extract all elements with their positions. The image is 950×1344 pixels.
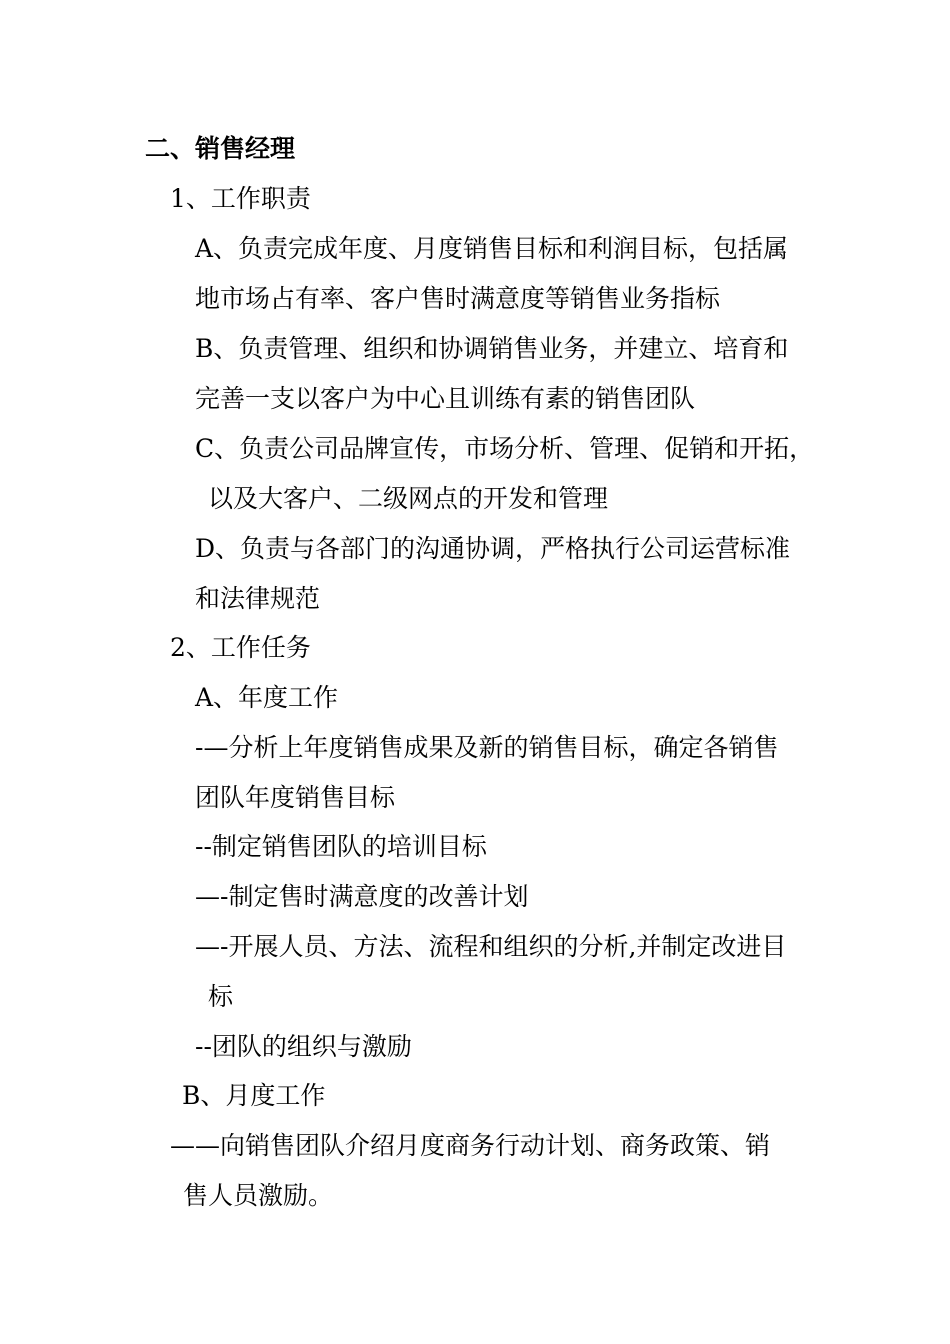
monthly-item-1-line-2: 售人员激励。 (183, 1181, 334, 1210)
annual-heading: A、年度工作 (195, 683, 339, 712)
monthly-heading: B、月度工作 (182, 1081, 326, 1110)
duty-d-line-1: D、负责与各部门的沟通协调，严格执行公司运营标准 (195, 534, 791, 563)
duty-a-line-1: A、负责完成年度、月度销售目标和利润目标，包括属 (195, 234, 789, 263)
annual-item-5: --团队的组织与激励 (195, 1032, 412, 1061)
section-title: 二、销售经理 (145, 134, 296, 163)
duty-b-line-2: 完善一支以客户为中心且训练有素的销售团队 (195, 384, 696, 413)
annual-item-4-line-1: —-开展人员、方法、流程和组织的分析,并制定改进目 (195, 932, 787, 961)
monthly-item-1-line-1: ——向销售团队介绍月度商务行动计划、商务政策、销 (170, 1131, 771, 1160)
duty-c-line-1: C、负责公司品牌宣传，市场分析、管理、促销和开拓， (195, 434, 815, 463)
duty-b-line-1: B、负责管理、组织和协调销售业务，并建立、培育和 (195, 334, 789, 363)
annual-item-1-line-2: 团队年度销售目标 (195, 783, 396, 812)
duties-heading: 1、工作职责 (170, 184, 311, 213)
tasks-heading: 2、工作任务 (170, 633, 311, 662)
annual-item-2: --制定销售团队的培训目标 (195, 832, 487, 861)
duty-a-line-2: 地市场占有率、客户售时满意度等销售业务指标 (195, 284, 721, 313)
annual-item-3: —-制定售时满意度的改善计划 (195, 882, 529, 911)
duty-d-line-2: 和法律规范 (195, 584, 321, 613)
duty-c-line-2: 以及大客户、二级网点的开发和管理 (208, 484, 609, 513)
annual-item-4-line-2: 标 (208, 982, 234, 1011)
annual-item-1-line-1: -—分析上年度销售成果及新的销售目标，确定各销售 (195, 733, 779, 762)
